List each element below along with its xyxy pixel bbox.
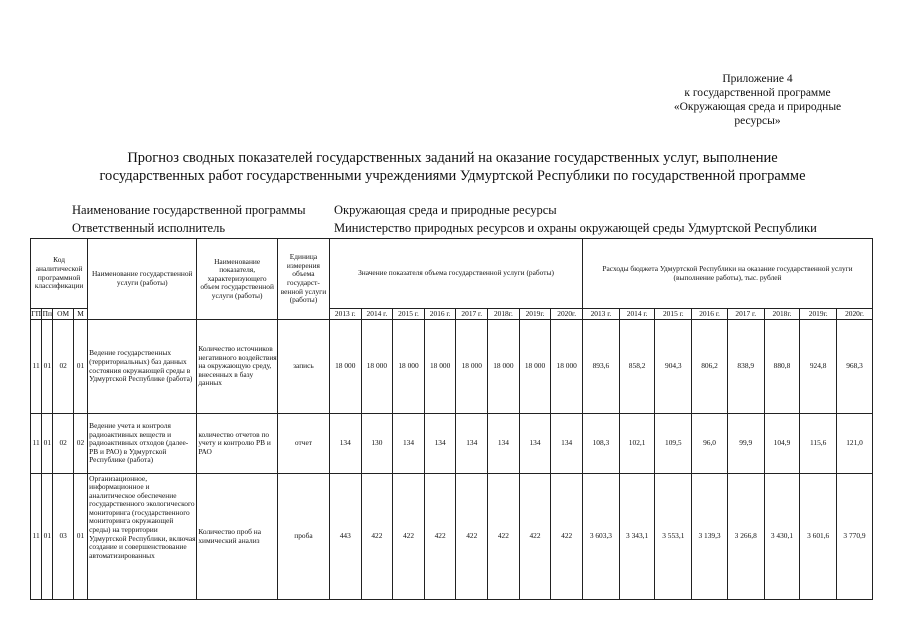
program-name-value: Окружающая среда и природные ресурсы xyxy=(334,203,557,217)
expense-year-header: 2013 г. xyxy=(583,309,620,320)
volume-cell: 130 xyxy=(361,414,393,474)
volume-cell: 422 xyxy=(361,474,393,600)
header-indicator: Наименование показателя, характеризующего объем государственной услуги (работы) xyxy=(197,239,278,320)
expense-cell: 109,5 xyxy=(655,414,692,474)
volume-cell: 443 xyxy=(329,474,361,600)
title-line: Прогноз сводных показателей государственных заданий на оказание государственных услуг, выполнение xyxy=(127,150,778,166)
volume-cell: 134 xyxy=(424,414,456,474)
volume-cell: 18 000 xyxy=(329,320,361,414)
expense-year-header: 2016 г. xyxy=(692,309,728,320)
appendix-line: Приложение 4 xyxy=(722,73,793,85)
code-cell: 01 xyxy=(73,474,87,600)
indicator-cell: количество отчетов по учету и контролю РВ и РАО xyxy=(197,414,278,474)
table-row xyxy=(31,320,873,414)
volume-cell: 18 000 xyxy=(361,320,393,414)
code-cell: 02 xyxy=(53,320,73,414)
code-cell: 01 xyxy=(42,320,53,414)
expense-cell: 924,8 xyxy=(800,320,837,414)
volume-year-header: 2016 г. xyxy=(424,309,456,320)
expense-year-header: 2020г. xyxy=(837,309,873,320)
service-cell-wrapper xyxy=(88,474,197,600)
appendix-line: «Окружающая среда и природные xyxy=(673,101,842,113)
expense-year-header: 2019г. xyxy=(800,309,837,320)
expense-cell: 115,6 xyxy=(800,414,837,474)
expense-year-header: 2018г. xyxy=(764,309,800,320)
code-cell: 01 xyxy=(73,320,87,414)
code-col-header: Пп xyxy=(42,308,52,318)
code-cell: 02 xyxy=(73,414,87,474)
expense-cell: 858,2 xyxy=(619,320,655,414)
table-row xyxy=(31,474,873,600)
volume-cell: 18 000 xyxy=(424,320,456,414)
header-code: Код аналитической программной классификации xyxy=(31,239,88,309)
unit-cell: проба xyxy=(277,474,329,600)
expense-cell: 96,0 xyxy=(692,414,728,474)
service-cell: Ведение государственных (территориальных) баз данных состояния окружающей среды в Удмуртской Республике (работа) xyxy=(88,320,197,414)
volume-cell: 18 000 xyxy=(488,320,520,414)
indicator-cell: Количество источников негативного воздействия на окружающую среду, внесенных в базу данных xyxy=(197,320,278,414)
expense-cell: 880,8 xyxy=(764,320,800,414)
unit-cell: запись xyxy=(277,320,329,414)
expense-cell: 3 553,1 xyxy=(655,474,692,600)
indicator-cell: Количество проб на химический анализ xyxy=(197,474,278,600)
header-unit: Единица измерения объема государст-венной услуги (работы) xyxy=(277,239,329,320)
volume-cell: 422 xyxy=(488,474,520,600)
volume-cell: 134 xyxy=(329,414,361,474)
expense-cell: 3 770,9 xyxy=(837,474,873,600)
expense-cell: 99,9 xyxy=(727,414,764,474)
code-col-header: ОМ xyxy=(53,309,73,320)
program-name-label: Наименование государственной программы xyxy=(72,203,306,217)
volume-year-header: 2017 г. xyxy=(456,309,488,320)
forecast-table xyxy=(30,238,873,600)
volume-cell: 18 000 xyxy=(519,320,551,414)
service-cell: Ведение учета и контроля радиоактивных веществ и радиоактивных отходов (далее-РВ и РАО) в Удмуртской Республике (работа) xyxy=(88,414,197,474)
volume-year-header: 2014 г. xyxy=(361,309,393,320)
executor-value: Министерство природных ресурсов и охраны окружающей среды Удмуртской Республики xyxy=(334,221,817,235)
expense-cell: 904,3 xyxy=(655,320,692,414)
expense-cell: 121,0 xyxy=(837,414,873,474)
volume-year-header: 2020г. xyxy=(551,309,583,320)
code-cell: 03 xyxy=(53,474,73,600)
expense-cell: 3 343,1 xyxy=(619,474,655,600)
code-cell: 02 xyxy=(53,414,73,474)
volume-year-header: 2019г. xyxy=(519,309,551,320)
expense-year-header: 2014 г. xyxy=(619,309,655,320)
expense-cell: 806,2 xyxy=(692,320,728,414)
volume-cell: 18 000 xyxy=(551,320,583,414)
volume-year-header: 2015 г. xyxy=(393,309,425,320)
volume-year-header: 2013 г. xyxy=(329,309,361,320)
expense-cell: 102,1 xyxy=(619,414,655,474)
volume-year-header: 2018г. xyxy=(488,309,520,320)
volume-cell: 134 xyxy=(488,414,520,474)
volume-cell: 422 xyxy=(519,474,551,600)
code-col-header: ГП xyxy=(31,308,41,318)
volume-cell: 18 000 xyxy=(393,320,425,414)
volume-cell: 134 xyxy=(519,414,551,474)
appendix-block xyxy=(650,72,865,128)
expense-cell: 3 603,3 xyxy=(583,474,620,600)
code-col-header: М xyxy=(73,309,87,320)
header-expenses: Расходы бюджета Удмуртской Республики на оказание государственной услуги (выполнение работы), тыс. рублей xyxy=(583,239,873,309)
code-cell: 01 xyxy=(42,474,53,600)
code-cell: 11 xyxy=(31,474,42,600)
expense-cell: 3 139,3 xyxy=(692,474,728,600)
expense-cell: 968,3 xyxy=(837,320,873,414)
code-cell: 11 xyxy=(31,320,42,414)
expense-cell: 893,6 xyxy=(583,320,620,414)
expense-cell: 3 266,8 xyxy=(727,474,764,600)
volume-cell: 422 xyxy=(551,474,583,600)
table-row xyxy=(31,414,873,474)
expense-cell: 108,3 xyxy=(583,414,620,474)
header-volume: Значение показателя объема государственной услуги (работы) xyxy=(329,239,582,309)
volume-cell: 18 000 xyxy=(456,320,488,414)
volume-cell: 134 xyxy=(456,414,488,474)
unit-cell: отчет xyxy=(277,414,329,474)
code-cell: 01 xyxy=(42,414,53,474)
document-title xyxy=(40,149,865,185)
expense-year-header: 2015 г. xyxy=(655,309,692,320)
volume-cell: 134 xyxy=(551,414,583,474)
expense-cell: 3 601,6 xyxy=(800,474,837,600)
expense-cell: 838,9 xyxy=(727,320,764,414)
appendix-line: ресурсы» xyxy=(734,115,781,127)
executor-label: Ответственный исполнитель xyxy=(72,221,226,235)
expense-cell: 3 430,1 xyxy=(764,474,800,600)
expense-cell: 104,9 xyxy=(764,414,800,474)
service-cell: Организационное, информационное и аналитическое обеспечение государственного экологического мониторинга (государственного мониторинга окружающей среды) на территории Удмуртской Республики, включая создание и совершенствование автоматизированных xyxy=(89,474,196,560)
appendix-line: к государственной программе xyxy=(684,87,831,99)
volume-cell: 422 xyxy=(424,474,456,600)
title-line: государственных работ государственными учреждениями Удмуртской Республики по государственной программе xyxy=(99,168,806,184)
expense-year-header: 2017 г. xyxy=(727,309,764,320)
volume-cell: 422 xyxy=(456,474,488,600)
volume-cell: 422 xyxy=(393,474,425,600)
header-service: Наименование государственной услуги (работы) xyxy=(88,239,197,320)
code-cell: 11 xyxy=(31,414,42,474)
volume-cell: 134 xyxy=(393,414,425,474)
